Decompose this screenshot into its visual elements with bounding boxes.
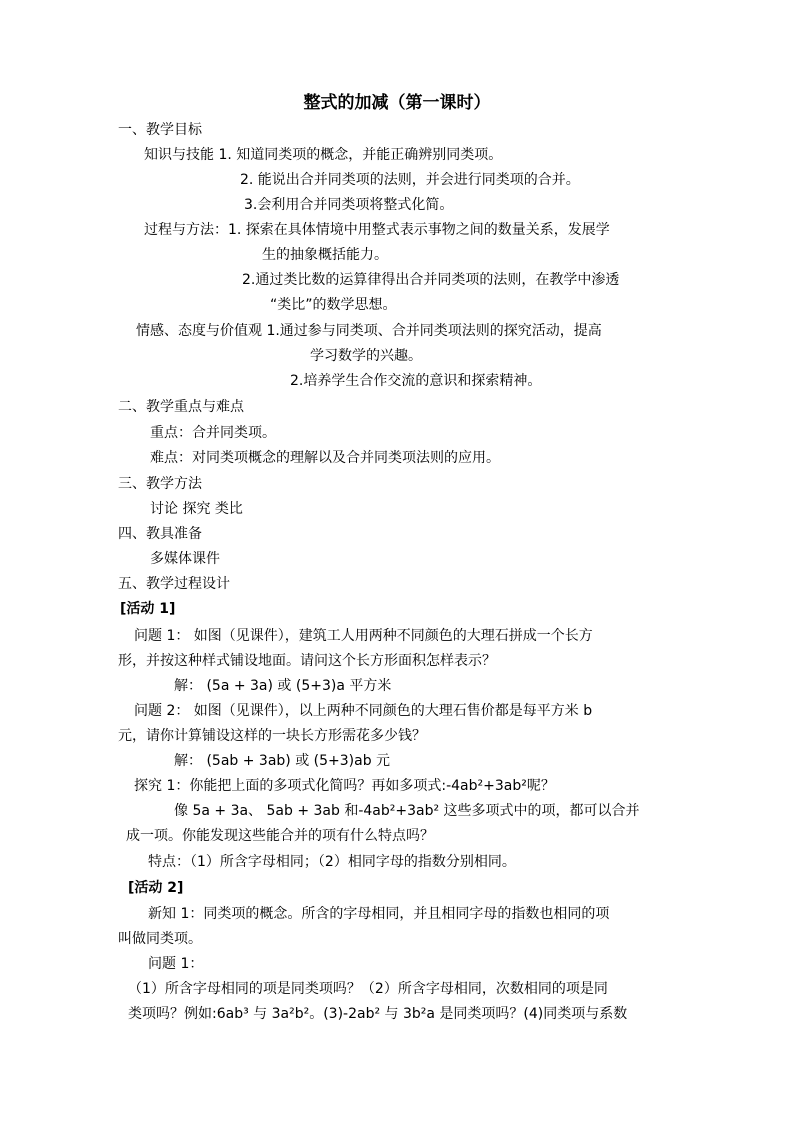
- text-line: 知识与技能 1. 知道同类项的概念，并能正确辨别同类项。: [144, 147, 503, 163]
- text-line: 探究 1：你能把上面的多项式化简吗？再如多项式:-4ab²+3ab²呢？: [134, 778, 555, 794]
- text-line: 难点：对同类项概念的理解以及合并同类项法则的应用。: [150, 450, 500, 466]
- text-line: 像 5a + 3a、 5ab + 3ab 和-4ab²+3ab² 这些多项式中的项，都可以合并: [174, 803, 640, 819]
- text-line: 特点：（1）所含字母相同；（2）相同字母的指数分别相同。: [148, 854, 516, 870]
- text-line: 形，并按这种样式铺设地面。请问这个长方形面积怎样表示？: [118, 653, 496, 669]
- text-line: 2.通过类比数的运算律得出合并同类项的法则，在教学中渗透: [242, 272, 620, 288]
- text-line: 解： (5a + 3a) 或 (5+3)a 平方米: [174, 678, 392, 694]
- text-line: 讨论 探究 类比: [150, 501, 243, 517]
- section-heading: 三、教学方法: [118, 476, 202, 492]
- section-heading: 二、教学重点与难点: [118, 399, 244, 415]
- activity-heading: [活动 2]: [128, 880, 184, 896]
- text-line: 多媒体课件: [150, 551, 220, 567]
- text-line: 问题 2： 如图（见课件），以上两种不同颜色的大理石售价都是每平方米 b: [134, 703, 593, 719]
- text-line: 生的抽象概括能力。: [262, 247, 388, 263]
- text-line: 过程与方法：1. 探索在具体情境中用整式表示事物之间的数量关系，发展学: [144, 222, 610, 238]
- text-line: 解： (5ab + 3ab) 或 (5+3)ab 元: [174, 753, 391, 769]
- text-line: 成一项。你能发现这些能合并的项有什么特点吗？: [126, 828, 434, 844]
- text-line: 元，请你计算铺设这样的一块长方形需花多少钱？: [118, 728, 426, 744]
- section-heading: 五、教学过程设计: [118, 576, 230, 592]
- text-line: 2. 能说出合并同类项的法则，并会进行同类项的合并。: [240, 172, 580, 188]
- text-line: 问题 1： 如图（见课件），建筑工人用两种不同颜色的大理石拼成一个长方: [134, 628, 593, 644]
- activity-heading: [活动 1]: [120, 601, 176, 617]
- text-line: （1）所含字母相同的项是同类项吗？（2）所含字母相同，次数相同的项是同: [128, 981, 608, 997]
- text-line: 问题 1：: [148, 956, 204, 972]
- text-line: 叫做同类项。: [118, 931, 202, 947]
- section-heading: 四、教具准备: [118, 526, 202, 542]
- text-line: 2.培养学生合作交流的意识和探索精神。: [290, 373, 542, 389]
- text-line: “类比”的数学思想。: [270, 297, 397, 313]
- section-heading: 一、教学目标: [118, 122, 202, 138]
- text-line: 学习数学的兴趣。: [310, 348, 422, 364]
- text-line: 重点：合并同类项。: [150, 425, 276, 441]
- text-line: 3.会利用合并同类项将整式化简。: [244, 197, 454, 213]
- text-line: 情感、态度与价值观 1.通过参与同类项、合并同类项法则的探究活动，提高: [136, 323, 602, 339]
- text-line: 新知 1：同类项的概念。所含的字母相同，并且相同字母的指数也相同的项: [148, 906, 610, 922]
- page-title: 整式的加减（第一课时）: [303, 93, 491, 113]
- text-line: 类项吗？例如:6ab³ 与 3a²b²。(3)-2ab² 与 3b²a 是同类项吗？(4)同类项与系数: [128, 1006, 628, 1022]
